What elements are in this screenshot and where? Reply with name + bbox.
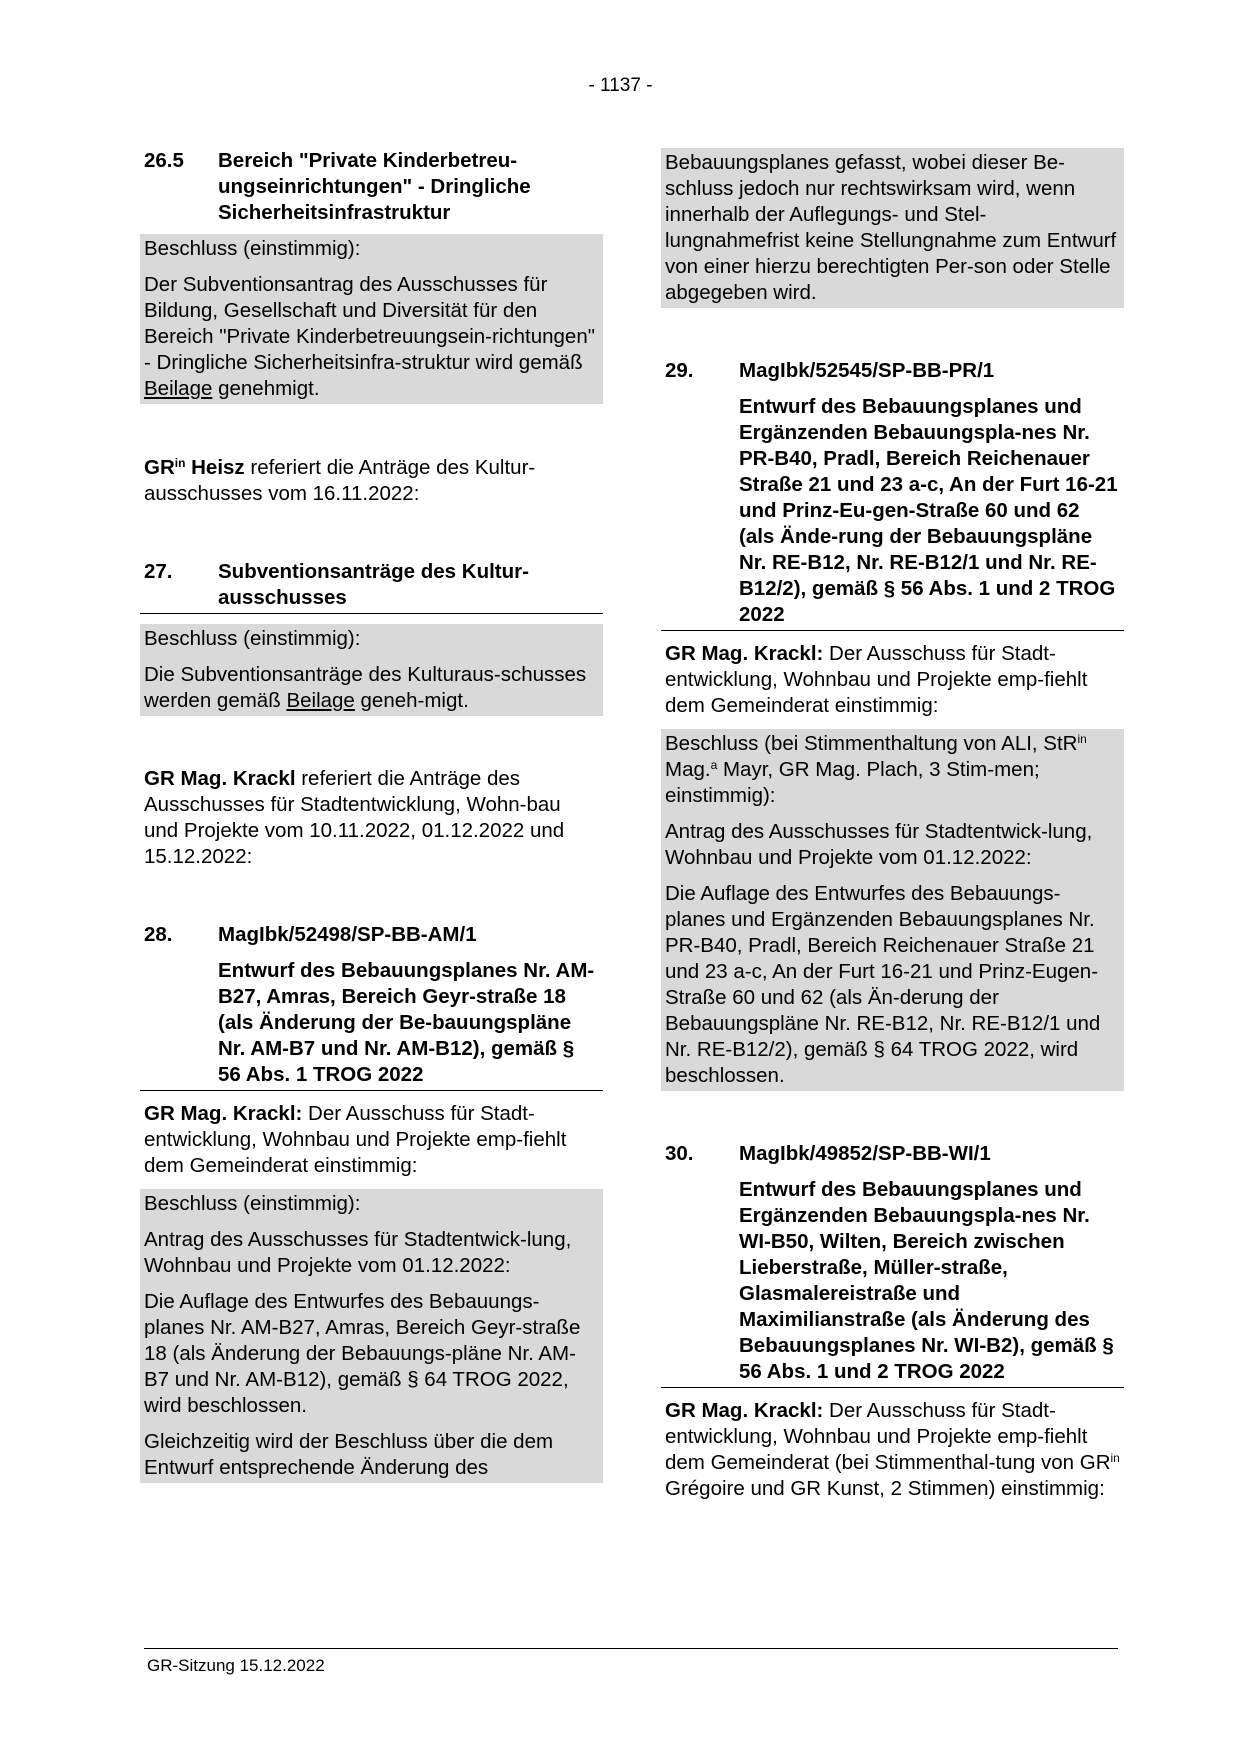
left-column <box>144 148 599 1483</box>
resolution-block <box>140 624 603 716</box>
resolution-label: Beschluss (einstimmig): <box>144 1192 361 1215</box>
section-title: Entwurf des Bebauungsplanes und Ergänzenden Bebauungspla-nes Nr. PR-B40, Pradl, Bereich Reichenauer Straße 21 und 23 a-c, An der Furt 16-21 und Prinz-Eu-gen-Straße 60 und 62 (als Ände-rung der Bebauungspläne Nr. RE-B12, Nr. RE-B12/1 und Nr. RE-B12/2), gemäß § 56 Abs. 1 und 2 TROG 2022 <box>739 395 1118 626</box>
footer-text: GR-Sitzung 15.12.2022 <box>147 1656 325 1675</box>
speaker-paragraph: GR Mag. Krackl referiert die Anträge des Ausschusses für Stadtentwicklung, Wohn-bau und Projekte vom 10.11.2022, 01.12.2022 und 15.12.2022: <box>144 767 565 868</box>
section-title: Entwurf des Bebauungsplanes Nr. AM-B27, Amras, Bereich Geyr-straße 18 (als Änderung der Be-bauungspläne Nr. AM-B7 und Nr. AM-B12), gemäß § 56 Abs. 1 TROG 2022 <box>218 959 595 1086</box>
committee-recommendation: GR Mag. Krackl: Der Ausschuss für Stadt-entwicklung, Wohnbau und Projekte emp-fiehlt dem Gemeinderat einstimmig: <box>144 1102 567 1177</box>
resolution-block <box>140 234 603 404</box>
resolution-text: Die Subventionsanträge des Kulturaus-schusses werden gemäß Beilage geneh-migt. <box>144 663 587 712</box>
divider <box>661 630 1124 631</box>
motion-text: Antrag des Ausschusses für Stadtentwick-lung, Wohnbau und Projekte vom 01.12.2022: <box>665 820 1093 869</box>
section-title: Entwurf des Bebauungsplanes und Ergänzenden Bebauungspla-nes Nr. WI-B50, Wilten, Bereich zwischen Lieberstraße, Müller-straße, Glasmalereistraße und Maximilianstraße (als Änderung des Bebauungsplanes Nr. WI-B2), gemäß § 56 Abs. 1 und 2 TROG 2022 <box>739 1178 1114 1383</box>
attachment-link[interactable]: Beilage <box>286 689 355 712</box>
resolution-text: Die Auflage des Entwurfes des Bebauungs-planes und Ergänzenden Bebauungsplanes Nr. PR-B40, Pradl, Bereich Reichenauer Straße 21 und 23 a-c, An der Furt 16-21 und Prinz-Eugen-Straße 60 und 62 (als Än-derung der Bebauungspläne Nr. RE-B12, Nr. RE-B12/1 und Nr. RE-B12/2), gemäß § 64 TROG 2022, wird beschlossen. <box>665 882 1101 1087</box>
resolution-block <box>661 729 1124 1091</box>
section-26-5-heading <box>144 148 599 226</box>
divider <box>661 1387 1124 1388</box>
file-reference: MagIbk/52498/SP-BB-AM/1 <box>218 923 477 946</box>
divider <box>140 613 603 614</box>
section-number: 28. <box>144 923 173 946</box>
section-29-heading <box>665 358 1120 384</box>
resolution-block <box>140 1189 603 1483</box>
file-reference: MagIbk/52545/SP-BB-PR/1 <box>739 359 995 382</box>
page-number: - 1137 - <box>588 75 653 96</box>
section-number: 29. <box>665 359 694 382</box>
resolution-text: Die Auflage des Entwurfes des Bebauungs-planes Nr. AM-B27, Amras, Bereich Geyr-straße 18 (als Änderung der Bebauungs-pläne Nr. AM-B7 und Nr. AM-B12), gemäß § 64 TROG 2022, wird beschlossen. <box>144 1290 581 1417</box>
right-column <box>665 148 1120 1502</box>
file-reference: MagIbk/49852/SP-BB-WI/1 <box>739 1142 991 1165</box>
resolution-label: Beschluss (bei Stimmenthaltung von ALI, StR$^{in}$ Mag.$^a$ Mayr, GR Mag. Plach, 3 Stim-men; einstimmig): <box>665 732 1087 807</box>
section-title: Subventionsanträge des Kultur-ausschusses <box>218 560 529 609</box>
divider <box>140 1090 603 1091</box>
section-30-heading <box>665 1141 1120 1167</box>
resolution-text: Bebauungsplanes gefasst, wobei dieser Be-schluss jedoch nur rechtswirksam wird, wenn innerhalb der Auflegungs- und Stel-lungnahmefrist keine Stellungnahme zum Entwurf von einer hierzu berechtigten Per-son oder Stelle abgegeben wird. <box>665 151 1117 304</box>
section-number: 30. <box>665 1142 694 1165</box>
section-28-heading <box>144 922 599 948</box>
motion-text: Antrag des Ausschusses für Stadtentwick-lung, Wohnbau und Projekte vom 01.12.2022: <box>144 1228 572 1277</box>
section-27-heading <box>144 559 599 611</box>
committee-recommendation: GR Mag. Krackl: Der Ausschuss für Stadt-entwicklung, Wohnbau und Projekte emp-fiehlt dem Gemeinderat einstimmig: <box>665 642 1088 717</box>
footer-divider <box>144 1648 1118 1649</box>
section-title: Bereich "Private Kinderbetreu-ungseinrichtungen" - Dringliche Sicherheitsinfrastruktur <box>218 149 531 224</box>
section-number: 27. <box>144 560 173 583</box>
resolution-text: Der Subventionsantrag des Ausschusses für Bildung, Gesellschaft und Diversität für den Bereich "Private Kinderbetreuungsein-richtungen" - Dringliche Sicherheitsinfra-struktur wird gemäß Beilage genehmigt. <box>144 273 596 400</box>
section-number: 26.5 <box>144 149 184 172</box>
attachment-link[interactable]: Beilage <box>144 377 213 400</box>
resolution-label: Beschluss (einstimmig): <box>144 627 361 650</box>
resolution-continuation <box>661 148 1124 308</box>
committee-recommendation: GR Mag. Krackl: Der Ausschuss für Stadt-entwicklung, Wohnbau und Projekte emp-fiehlt dem Gemeinderat (bei Stimmenthal-tung von $GR^{in}$ Grégoire und GR Kunst, 2 Stimmen) einstimmig: <box>665 1399 1120 1500</box>
resolution-text: Gleichzeitig wird der Beschluss über die dem Entwurf entsprechende Änderung des <box>144 1430 554 1479</box>
speaker-paragraph: $GR^{in}$ Heisz referiert die Anträge des Kultur-ausschusses vom 16.11.2022: <box>144 456 536 505</box>
resolution-label: Beschluss (einstimmig): <box>144 237 361 260</box>
